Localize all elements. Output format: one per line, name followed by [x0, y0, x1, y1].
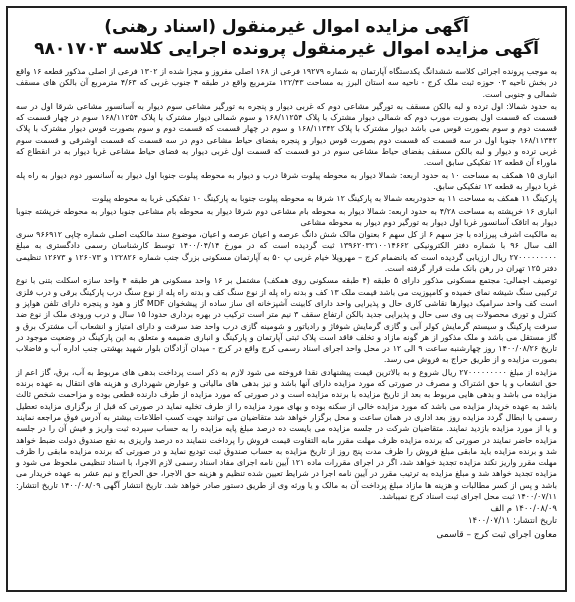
auction-notice — [6, 6, 567, 592]
paragraph-apartment-boundaries: به حدود شمالا: اول ترده و لبه بالکن مسقف به تورگیر مشاعی دوم که غربی دیوار و پنجره به تورگیر مشاعی سوم دیوار به آسانسور مشاعی شرقا اول در سه قسمت که قسمت اول بصورت مورب دوم که شمالی دیوار مشترک با پلاک ۱۶۸/۱۱۲۵۴ و سوم شمالی دیوار مشترک با پلاک ۱۶۸/۱۱۲۵۴ سوم در چهار قسمت که قسمت دوم و سوم بصورت قوس می باشد دیوار مشترک با پلاک ۱۶۸/۱۱۳۴۲ و سوم در چهار قسمت که قسمت دوم و سوم بصورت قوس دیوار مشترک با پلاک ۱۶۸/۱۱۳۴۲ جنوبا اول در سه قسمت که قسمت دوم بصورت قوس دیوار و پنجره بفضای حیاط مشاعی دوم در سه قسمت که قسمت اوشرقی و قسمت سوم غربی ترده و دیوار و لبه بالکن مسقف بفضای حیاط مشاعی سوم در دو قسمت که قسمت اول غربی دیوار به فضای حیاط مشاعی غربا دیوار به در انقطاع که ماوراء آن قطعه ۱۲ تفکیکی سابق است. — [16, 101, 557, 168]
notice-title-secondary: آگهی مزایده اموال غیرمنقول پرونده اجرایی کلاسه ۹۸۰۱۷۰۳ — [34, 39, 539, 59]
paragraph-parking-11: پارکینگ ۱۱ همکف به مساحت ۱۱ به حدودربعه شمالا به پارکینگ ۱۲ شرقا به محوطه پیلوت جنوبا به پارکینگ ۱۰ تفکیکی غربا به محوطه پیلوت — [92, 194, 557, 204]
publication-date: تاریخ انتشار: ۱۴۰۰/۰۷/۱۱ — [467, 516, 557, 527]
signature: معاون اجرای ثبت کرج – قاسمی — [436, 530, 557, 541]
paragraph-storage-15: انباری ۱۵ همکف به مساحت ۱۰ به حدود اربعه: شمالا دیوار به محوطه پیلوت شرقا درب و دیوار به محوطه پیلوت جنوبا اول دیوار به آسانسور دوم دیوار به راه پله غربا دیوار به قطعه ۱۲ تفکیکی سابق. — [16, 170, 557, 191]
stamp-line: ۱۴۰۰/۰۸/۰۹ م الف — [490, 504, 557, 515]
paragraph-ownership: به مالکیت اشرف پیرزاده با جز سهم ۶ از کل سهم ۶ بعنوان مالک شش دانگ عرصه و اعیان عرصه و اعیان، موضوع سند مالکیت اصلی شماره چاپی ۹۶۶۹۱۲ سری الف سال ۹۶ با شماره دفتر الکترونیکی ۱۳۹۶۲۰۳۲۱۰۰۱۴۶۶۲ ثبت گردیده است که در مورخ ۱۴۰۰/۰۴/۱۴ توسط کارشناسان رسمی دادگستری به مبلغ ۲۷۰۰۰۰۰۰۰۰۰ ریال ارزیابی گردیده است که بانضمام کرج – مهرویلا خیام غربی پ ۵۰ به آپارتمان مسکونی بزرگ جنب شماره ۱۲۲۸۲۶ و ۱۲۶۰۷۳ و ۱۲۶۷۳ تنظیمی دفتر ۱۲۵ تهران در رهن بانک ملت قرار گرفته است. — [16, 230, 557, 274]
paragraph-building-description: توصیف اجمالی: مجتمع مسکونی مذکور دارای ۵ طبقه (۴ طبقه مسکونی روی همکف) مشتمل بر ۱۶ واحد مسکونی هر طبقه ۴ واحد سازه اسکلت بتنی با نوع ترکیبی سنگ شیشه نمای خمیده و کامپوزیت می باشد قیمت ملک ۱۳ کف و بدنه راه پله از نوع سنگ کف و بدنه راه پله از نوع سنگ درب پارکینگ برقی و درب فلزی است کف واحد سرامیک دیوارها نقاشی کاری حال و پذیرایی واحد دارای کابینت آشپزخانه ای ساز ساده از پیشخوان ‌MDF گاز و هود و پنجره دارای تلفن هواپز و کنترل و توری محصولات پی وی سی حال و پذیرایی جدید بالکن ارتفاع سقف ۳ نیم متر است ترکیب در بهره برداری حدودا ۱۵ سال و درب ورودی ملک از نوع ضد سرقت پارکینگ و سیستم گرمایش کولر آبی و گازی گرمایش شوفاژ و رادیاتور و شومینه گازی درب واحد ضد سرقت و دارای امتیاز و انشعاب آب مشترک برق و گاز مستقل می باشد و ملک مذکور از هر گونه مازاد و تخلف فاقد است پلاک ثبتی آپارتمان و پارکینگ و انباری ضمیمه و متعلق به این پارکینگ در وضعیت موجود در تاریخ ۱۴۰۰/۰۸/۲۶ روز چهارشنبه ساعت ۹ الی ۱۲ در محل واحد اجرای اسناد رسمی کرج واقع در کرج - میدان آزادگان بلوار شهید بهشتی جنب اداره آب و فاضلاب بصورت مزایده و از طریق حراج به فروش می رسد. — [16, 276, 558, 365]
notice-title-primary: آگهی مزایده اموال غیرمنقول (اسناد رهنی) — [104, 17, 469, 37]
paragraph-auction-terms: مزایده از مبلغ ۲۷۰۰۰۰۰۰۰۰۰ ریال شروع و به بالاترین قیمت پیشنهادی نقدا فروخته می شود لازم به ذکر است پرداخت بدهی های مربوط به آب، برق، گاز اعم از حق انشعاب و یا حق اشتراک و مصرف در صورتی که مورد مزایده دارای آنها باشد و نیز بدهی های مالیاتی و عوارض شهرداری و هزینه های انتقال به عهده برنده مزایده می باشد و بدهی هایی مربوط به بعد از تاریخ مزایده با برنده مزایده است و در صورتی که مورد مزایده از طرف دارنده قطعی بوده و مزاحمت شخص ثالث باشد به عهده خریدار مزایده می باشد که مورد مزایده خالی از سکنه بوده و بهای مورد مزایده را از طرف تخلیه نماید در صورتی که قبل از برگزاری مزایده تعطیل رسمی یا ابطال گردد مزایده روز بعد اداری در همان ساعت و محل برگزار خواهد شد متقاضیان می توانند جهت کسب اطلاعات بیشتر به آدرس فوق مراجعه نمایند و یا از مورد مزایده بازدید نمایند. متقاضیان شرکت در جلسه مزایده می بایست ده درصد مبلغ پایه مزایده را به حساب سپرده ثبت واریز و فیش آن را در جلسه مزایده حاضر نمایند در صورتی که برنده مزایده ظرف مهلت مقرر مابه التفاوت قیمت فروش را پرداخت ننمایند ده درصد واریزی به نفع صندوق دولت ضبط خواهد شد و برنده مزایده باید مابقی مبلغ فروش را ظرف مدت پنج روز از تاریخ مزایده به حساب صندوق ثبت تودیع نماید و در صورتی که برنده مزایده مابقی را ظرف مهلت مقرر واریز نکند مزایده تجدید خواهد شد، اگر در اجرای مقررات ماده ۱۲۱ آیین نامه اجرای مفاد اسناد رسمی لازم الاجرا، با اسناد تنظیمی ملحوظ می شود و مزایده تجدید خواهد شد و مبلغ مزایده به ترتیب مقرر در آیین نامه اجرا در شرایط تعیین شده تنظیم و هزینه حق الاجرا، حق الحراج و نیم عشر به عهده خریدار می باشد و پس از کسر مطالبات و هزینه ها مازاد مبلغ پرداخت آن به مالک و یا ورثه وی از طریق دستور صادر خواهد شد. تاریخ انتشار آگهی ۱۴۰۰/۰۸/۰۹ تاریخ انتشار: ۱۴۰۰/۰۷/۱۱ ثبت محل اجرای ثبت اسناد کرج نمیباشد. — [16, 367, 557, 501]
paragraph-property-description: به موجب پرونده اجرائی کلاسه ششدانگ یکدستگاه آپارتمان به شماره ۱۹۲۷۹ فرعی از ۱۶۸ اصلی مفروز و مجزا شده از ۱۳۰۲ فرعی از اصلی مذکور قطعه ۱۶ واقع در بخش ناحیه ۰۳ حوزه ثبت ملک کرج - ناحیه سه استان البرز به مساحت ۱۲۲/۴۳ مترمربع واقع در طبقه ۴ جنوب غربی که ۴/۶۳ مترمربع آن بالکن های مسقف شمالی و جنوبی است. — [16, 67, 558, 99]
paragraph-storage-16: انباری ۱۶ خرپشته به مساحت ۴/۲۸ به حدود اربعه: شمالا دیوار به محوطه بام مشاعی دوم شرقا دیوار به محوطه بام مشاعی جنوبا دیوار به محوطه خرپشته جنوبا دیوار به اتاقک آسانسور غربا اول دیوار به تورگیر دوم دیوار به محوطه مشاعی — [16, 206, 557, 227]
